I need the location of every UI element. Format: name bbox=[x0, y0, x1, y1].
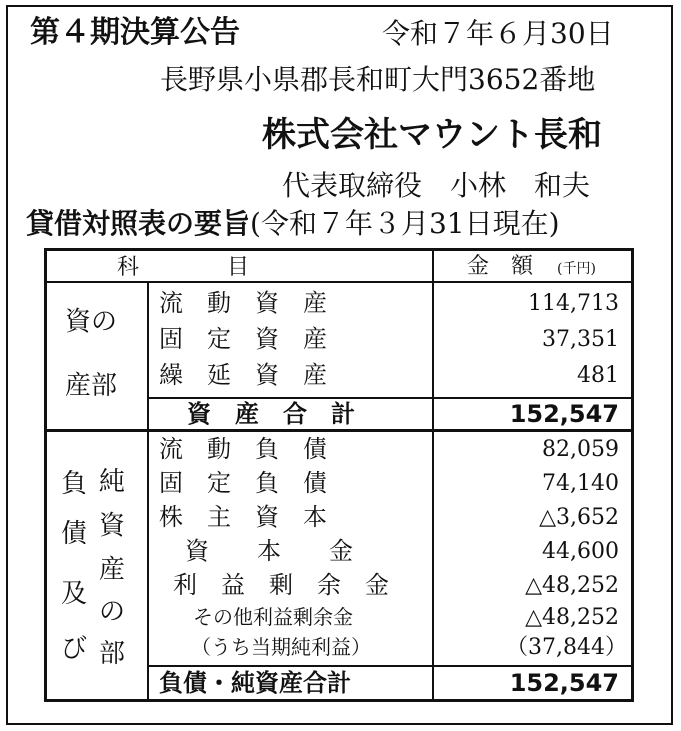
company-address: 長野県小県郡長和町大門3652番地 bbox=[160, 63, 596, 96]
liab-section-label-char: 純 bbox=[99, 467, 126, 497]
liab-section-label-char: の bbox=[99, 597, 126, 627]
liab-row-value: 82,059 bbox=[542, 437, 619, 462]
liab-row-value: 44,600 bbox=[542, 539, 619, 564]
liab-total-value: 152,547 bbox=[509, 669, 619, 697]
liab-row-label: 資 本 金 bbox=[185, 537, 353, 565]
assets-section-label-top: 資の bbox=[65, 307, 118, 337]
summary-title-text: 貸借対照表の要旨 bbox=[26, 207, 251, 240]
liab-section-label-char: 部 bbox=[99, 639, 126, 669]
liab-row-value: △3,652 bbox=[539, 505, 619, 530]
asset-row-value: 481 bbox=[577, 363, 619, 388]
notice-date: 令和７年６月30日 bbox=[382, 17, 614, 50]
liab-section-label-char: 資 bbox=[99, 511, 126, 541]
assets-total-value: 152,547 bbox=[509, 400, 619, 428]
liab-row-value: （37,844） bbox=[506, 635, 627, 660]
assets-section-label-bottom: 産部 bbox=[65, 371, 118, 401]
liab-row-label: その他利益剰余金 bbox=[193, 605, 353, 629]
balance-sheet-table bbox=[44, 248, 634, 702]
asset-row-label: 流 動 資 産 bbox=[159, 289, 327, 317]
column-header-amount: 金 額 bbox=[467, 254, 534, 279]
representative: 代表取締役 小林 和夫 bbox=[282, 169, 591, 202]
notice-title: 第４期決算公告 bbox=[30, 15, 240, 50]
assets-total-label: 資 産 合 計 bbox=[187, 400, 355, 428]
liab-section-label-char: 産 bbox=[99, 555, 126, 585]
asset-row-label: 繰 延 資 産 bbox=[159, 361, 327, 389]
summary-period: (令和７年３月31日現在) bbox=[250, 207, 560, 240]
liab-row-value: △48,252 bbox=[525, 605, 619, 630]
liab-total-label: 負債・純資産合計 bbox=[159, 669, 351, 697]
company-name: 株式会社マウント長和 bbox=[262, 115, 602, 155]
liab-section-label-char: び bbox=[61, 634, 88, 664]
liab-section-label-char: 及 bbox=[61, 579, 88, 609]
liab-row-label: （うち当期純利益） bbox=[191, 635, 371, 659]
asset-row-value: 114,713 bbox=[528, 291, 619, 316]
asset-row-value: 37,351 bbox=[542, 327, 619, 352]
liab-section-label-char: 負 bbox=[61, 469, 88, 499]
column-header-item: 科 目 bbox=[117, 255, 250, 280]
liab-row-label: 利 益 剰 余 金 bbox=[173, 571, 389, 599]
column-header-unit: (千円) bbox=[557, 261, 596, 277]
liab-row-value: 74,140 bbox=[542, 471, 619, 496]
liab-row-label: 固 定 負 債 bbox=[159, 469, 327, 497]
liab-row-label: 流 動 負 債 bbox=[159, 435, 327, 463]
liab-row-label: 株 主 資 本 bbox=[159, 503, 327, 531]
summary-title bbox=[26, 207, 560, 240]
liab-section-label-char: 債 bbox=[61, 519, 88, 549]
asset-row-label: 固 定 資 産 bbox=[159, 325, 327, 353]
liab-row-value: △48,252 bbox=[525, 573, 619, 598]
